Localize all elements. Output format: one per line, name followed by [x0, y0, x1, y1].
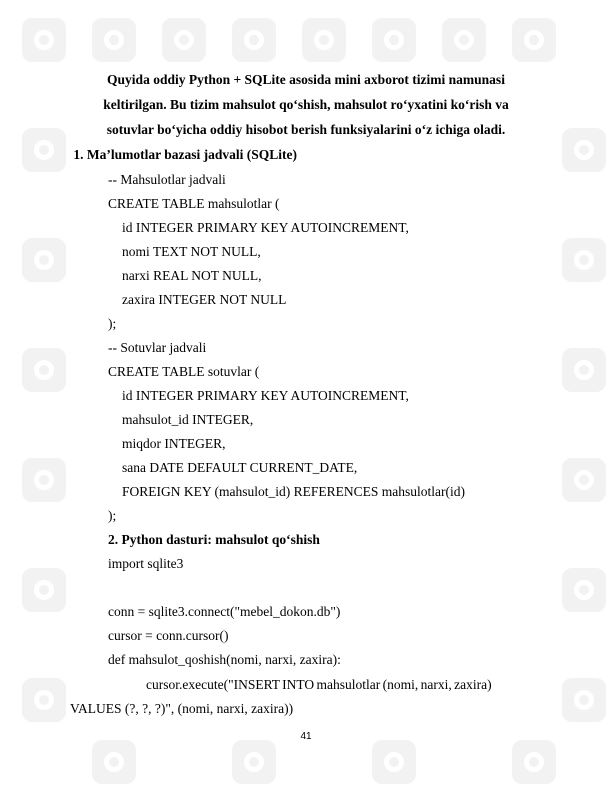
- sql-comment-1: -- Mahsulotlar jadvali: [108, 172, 226, 187]
- sql-column: mahsulot_id INTEGER,: [122, 412, 254, 427]
- section-1-heading: 1. Ma’lumotlar bazasi jadvali (SQLite): [70, 147, 297, 162]
- intro-line-1: Quyida oddiy Python + SQLite asosida mini axborot tizimi namunasi: [107, 72, 505, 87]
- python-import: import sqlite3: [108, 556, 184, 571]
- sql-column: nomi TEXT NOT NULL,: [122, 244, 261, 259]
- sql-column: miqdor INTEGER,: [122, 436, 226, 451]
- page-number: 41: [300, 731, 312, 742]
- sql-foreign-key: FOREIGN KEY (mahsulot_id) REFERENCES mahsulotlar(id): [122, 484, 465, 499]
- sql-create-table-1: CREATE TABLE mahsulotlar (: [108, 196, 280, 211]
- sql-column: zaxira INTEGER NOT NULL: [122, 292, 287, 307]
- sql-column: narxi REAL NOT NULL,: [122, 268, 262, 283]
- python-execute-line-2: VALUES (?, ?, ?)", (nomi, narxi, zaxira)): [70, 701, 294, 716]
- sql-column: id INTEGER PRIMARY KEY AUTOINCREMENT,: [122, 388, 409, 403]
- sql-column: id INTEGER PRIMARY KEY AUTOINCREMENT,: [122, 220, 409, 235]
- sql-close-2: );: [108, 508, 117, 523]
- python-connect: conn = sqlite3.connect("mebel_dokon.db"): [108, 604, 341, 619]
- python-cursor: cursor = conn.cursor(): [108, 628, 229, 643]
- sql-comment-2: -- Sotuvlar jadvali: [108, 340, 207, 355]
- sql-close-1: );: [108, 316, 117, 331]
- python-execute-line-1: cursor.execute("INSERT INTO mahsulotlar (nomi, narxi, zaxira): [146, 677, 492, 692]
- sql-create-table-2: CREATE TABLE sotuvlar (: [108, 364, 260, 379]
- section-2-heading: 2. Python dasturi: mahsulot qo‘shish: [108, 532, 320, 547]
- intro-line-3: sotuvlar bo‘yicha oddiy hisobot berish funksiyalarini o‘z ichiga oladi.: [106, 122, 506, 137]
- python-def: def mahsulot_qoshish(nomi, narxi, zaxira):: [108, 652, 341, 667]
- sql-column: sana DATE DEFAULT CURRENT_DATE,: [122, 460, 358, 475]
- intro-line-2: keltirilgan. Bu tizim mahsulot qo‘shish, mahsulot ro‘yxatini ko‘rish va: [103, 97, 509, 112]
